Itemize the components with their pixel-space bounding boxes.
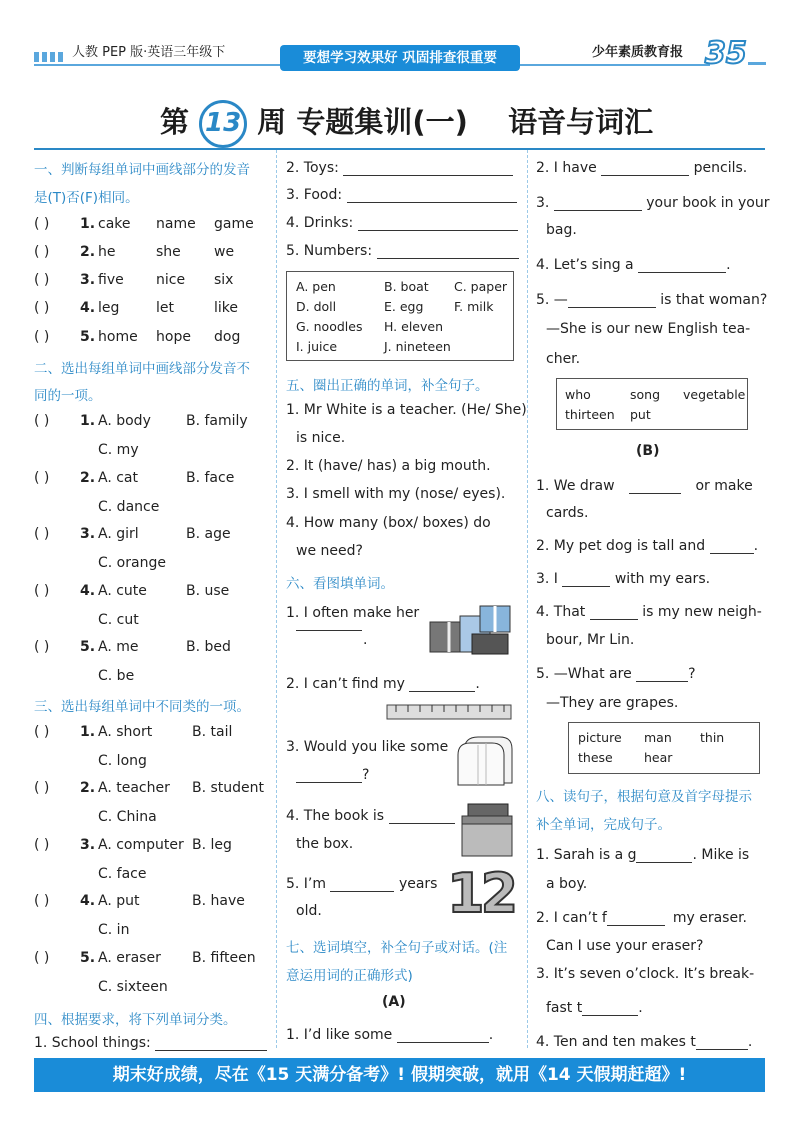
item-number: 3. — [80, 272, 96, 288]
answer-blank[interactable] — [296, 782, 362, 783]
word-bank-item: E. egg — [384, 299, 424, 314]
header-rule-end — [748, 62, 766, 65]
answer-paren[interactable]: ( ) — [34, 272, 50, 288]
answer-blank[interactable] — [358, 230, 518, 231]
s7b-item-3: 3. I with my ears. — [536, 571, 711, 587]
option-a: A. me — [98, 639, 139, 655]
word-bank-item: I. juice — [296, 339, 338, 354]
item-number: 2. — [80, 470, 96, 486]
option-a: A. computer — [98, 837, 184, 853]
option-b: B. leg — [192, 837, 232, 853]
answer-paren[interactable]: ( ) — [34, 300, 50, 316]
option-c: C. sixteen — [98, 979, 168, 995]
s7a-item-2: 2. I have pencils. — [536, 160, 748, 176]
section-6-heading: 六、看图填单词。 — [286, 576, 394, 592]
answer-blank[interactable] — [409, 691, 475, 692]
s8-item-1-cont: a boy. — [546, 876, 588, 892]
answer-blank[interactable] — [347, 202, 517, 203]
category-label: 5. Numbers: — [286, 243, 373, 259]
option-b: B. have — [192, 893, 245, 909]
book-in-box-icon — [460, 800, 518, 858]
answer-blank[interactable] — [562, 586, 610, 587]
answer-paren[interactable]: ( ) — [34, 329, 50, 345]
s7a-item-3-cont: bag. — [546, 222, 577, 238]
s5-item-3: 3. I smell with my (nose/ eyes). — [286, 486, 506, 502]
s6-item-2: 2. I can’t find my . — [286, 676, 480, 692]
answer-blank[interactable] — [590, 619, 638, 620]
column-divider-2 — [527, 150, 528, 1048]
s8-item-3: 3. It’s seven o’clock. It’s break- — [536, 966, 755, 982]
option-a: A. girl — [98, 526, 139, 542]
answer-blank[interactable] — [601, 175, 689, 176]
answer-paren[interactable]: ( ) — [34, 244, 50, 260]
s7a-item-5: 5. — is that woman? — [536, 292, 768, 308]
option-a: A. put — [98, 893, 140, 909]
answer-blank[interactable] — [629, 493, 681, 494]
word-3: we — [214, 244, 235, 260]
word-3: like — [214, 300, 239, 316]
s5-item-1-cont: is nice. — [296, 430, 346, 446]
word-1: five — [98, 272, 124, 288]
s5-item-4-cont: we need? — [296, 543, 363, 559]
word-1: cake — [98, 216, 131, 232]
option-c: C. face — [98, 866, 147, 882]
item-number: 5. — [80, 329, 96, 345]
paper-name: 少年素质教育报 — [592, 45, 684, 60]
category-3 — [286, 187, 517, 203]
item-number: 4. — [80, 300, 96, 316]
title-prefix: 第 — [160, 105, 190, 139]
s7a-item-5-end: cher. — [546, 351, 581, 367]
word-bank-item: D. doll — [296, 299, 337, 314]
s7b-item-1-cont: cards. — [546, 505, 589, 521]
gift-boxes-icon — [424, 598, 516, 660]
option-b: B. student — [192, 780, 265, 796]
s6-item-3-cont: ? — [296, 767, 369, 783]
word-bank-item: C. paper — [454, 279, 508, 294]
option-b: B. age — [186, 526, 231, 542]
header-rule-left — [34, 64, 280, 66]
answer-paren[interactable]: ( ) — [34, 413, 50, 429]
item-number: 3. — [80, 837, 96, 853]
item-number: 1. — [80, 216, 96, 232]
page-title — [160, 100, 653, 148]
option-a: A. short — [98, 724, 153, 740]
word-bank-item: F. milk — [454, 299, 494, 314]
section-5-heading: 五、圈出正确的单词，补全句子。 — [286, 378, 489, 394]
word-bank-a — [556, 378, 748, 430]
option-a: A. body — [98, 413, 151, 429]
category-label: 2. Toys: — [286, 160, 339, 176]
option-c: C. cut — [98, 612, 139, 628]
word-bank-item: vegetable — [683, 387, 746, 402]
option-c: C. in — [98, 922, 130, 938]
option-c: C. China — [98, 809, 157, 825]
answer-blank[interactable] — [343, 175, 513, 176]
category-2 — [286, 160, 513, 176]
answer-blank[interactable] — [696, 1049, 748, 1050]
answer-blank[interactable] — [377, 258, 519, 259]
option-b: B. use — [186, 583, 230, 599]
option-c: C. orange — [98, 555, 166, 571]
word-bank-item: who — [565, 387, 591, 402]
s7a-item-4: 4. Let’s sing a . — [536, 257, 731, 273]
s6-item-4-cont: the box. — [296, 836, 354, 852]
answer-blank[interactable] — [582, 1015, 638, 1016]
s7b-item-5-cont: —They are grapes. — [546, 695, 679, 711]
option-b: B. tail — [192, 724, 233, 740]
answer-paren[interactable]: ( ) — [34, 216, 50, 232]
word-bank-item: J. nineteen — [384, 339, 451, 354]
option-b: B. face — [186, 470, 235, 486]
word-2: nice — [156, 272, 186, 288]
item-number: 3. — [80, 526, 96, 542]
title-rule — [34, 148, 765, 150]
category-label: 1. School things: — [34, 1035, 151, 1051]
word-2: she — [156, 244, 181, 260]
s8-item-2: 2. I can’t f my eraser. — [536, 910, 748, 926]
title-topic: 语音与词汇 — [508, 105, 654, 139]
option-b: B. bed — [186, 639, 231, 655]
word-bank-item: man — [644, 730, 672, 745]
item-number: 1. — [80, 413, 96, 429]
option-b: B. family — [186, 413, 248, 429]
category-label: 4. Drinks: — [286, 215, 354, 231]
word-3: dog — [214, 329, 241, 345]
s7b-item-2: 2. My pet dog is tall and . — [536, 538, 759, 554]
answer-blank[interactable] — [636, 862, 692, 863]
option-a: A. cute — [98, 583, 147, 599]
s7b-item-1: 1. We draw or make — [536, 478, 753, 494]
item-number: 1. — [80, 724, 96, 740]
word-1: leg — [98, 300, 120, 316]
option-a: A. cat — [98, 470, 138, 486]
word-1: he — [98, 244, 116, 260]
s6-item-4: 4. The book is — [286, 808, 455, 824]
word-bank-item: H. eleven — [384, 319, 443, 334]
section-3-heading: 三、选出每组单词中不同类的一项。 — [34, 699, 250, 715]
s7a-item-5-cont: —She is our new English tea- — [546, 321, 751, 337]
number-twelve-picture: 12 — [447, 862, 515, 925]
answer-paren[interactable]: ( ) — [34, 893, 50, 909]
section-2-heading: 二、选出每组单词中画线部分发音不 — [34, 361, 250, 377]
s6-item-1-end: . — [363, 632, 368, 648]
answer-paren[interactable]: ( ) — [34, 724, 50, 740]
header-rule-right — [520, 64, 710, 66]
answer-paren[interactable]: ( ) — [34, 583, 50, 599]
category-label: 3. Food: — [286, 187, 343, 203]
header-banner: 要想学习效果好 巩固排查很重要 — [280, 45, 520, 71]
word-bank-item: B. boat — [384, 279, 429, 294]
option-a: A. teacher — [98, 780, 170, 796]
title-suffix: 周 专题集训(一) — [257, 105, 468, 139]
word-bank-item: song — [630, 387, 661, 402]
word-bank-item: put — [630, 407, 651, 422]
week-number: 13 — [205, 108, 242, 138]
word-2: name — [156, 216, 196, 232]
section-8-heading-2: 补全单词，完成句子。 — [536, 817, 671, 833]
section-7-heading-2: 意运用词的正确形式) — [286, 968, 413, 984]
item-number: 2. — [80, 780, 96, 796]
footer-banner: 期末好成绩，尽在《15 天满分备考》! 假期突破，就用《14 天假期赶超》! — [34, 1058, 765, 1092]
answer-paren[interactable]: ( ) — [34, 639, 50, 655]
week-badge — [199, 100, 247, 148]
word-bank-item: thin — [700, 730, 725, 745]
answer-blank[interactable] — [636, 681, 688, 682]
part-a-label: (A) — [382, 994, 406, 1010]
answer-blank[interactable] — [638, 272, 726, 273]
answer-blank[interactable] — [389, 823, 455, 824]
item-number: 2. — [80, 244, 96, 260]
answer-blank[interactable] — [155, 1050, 267, 1051]
item-number: 5. — [80, 639, 96, 655]
answer-blank[interactable] — [554, 210, 642, 211]
category-1 — [34, 1035, 267, 1051]
word-bank-item: G. noodles — [296, 319, 363, 334]
s7a-item-1: 1. I’d like some . — [286, 1027, 494, 1043]
word-bank-item: these — [578, 750, 613, 765]
option-c: C. dance — [98, 499, 160, 515]
answer-blank[interactable] — [607, 925, 665, 926]
word-bank-item: hear — [644, 750, 673, 765]
s7b-item-4: 4. That is my new neigh- — [536, 604, 762, 620]
word-bank-item: A. pen — [296, 279, 336, 294]
section-1-heading: 一、判断每组单词中画线部分的发音 — [34, 162, 250, 178]
s5-item-4: 4. How many (box/ boxes) do — [286, 515, 491, 531]
ruler-icon — [386, 704, 512, 720]
s5-item-2: 2. It (have/ has) a big mouth. — [286, 458, 491, 474]
answer-paren[interactable]: ( ) — [34, 470, 50, 486]
s6-item-5-cont: old. — [296, 903, 322, 919]
s8-item-1: 1. Sarah is a g . Mike is — [536, 847, 750, 863]
answer-blank[interactable] — [330, 891, 394, 892]
word-bank-item: thirteen — [565, 407, 615, 422]
section-2-heading-2: 同的一项。 — [34, 388, 102, 404]
edition-label: 人教 PEP 版·英语三年级下 — [72, 45, 226, 60]
answer-paren[interactable]: ( ) — [34, 526, 50, 542]
option-c: C. long — [98, 753, 147, 769]
option-a: A. eraser — [98, 950, 161, 966]
s7b-item-4-cont: bour, Mr Lin. — [546, 632, 635, 648]
item-number: 5. — [80, 950, 96, 966]
word-3: game — [214, 216, 254, 232]
section-7-heading: 七、选词填空，补全句子或对话。(注 — [286, 940, 508, 956]
answer-paren[interactable]: ( ) — [34, 837, 50, 853]
s8-item-4: 4. Ten and ten makes t . — [536, 1034, 753, 1050]
answer-blank[interactable] — [710, 553, 754, 554]
word-1: home — [98, 329, 138, 345]
word-bank-item: picture — [578, 730, 622, 745]
s7b-item-5: 5. —What are ? — [536, 666, 696, 682]
column-divider-1 — [276, 150, 277, 1048]
answer-blank[interactable] — [568, 307, 656, 308]
s8-item-3-cont: fast t . — [546, 1000, 643, 1016]
item-number: 4. — [80, 893, 96, 909]
word-2: let — [156, 300, 174, 316]
option-b: B. fifteen — [192, 950, 256, 966]
section-4-heading: 四、根据要求，将下列单词分类。 — [34, 1012, 237, 1028]
item-number: 4. — [80, 583, 96, 599]
category-4 — [286, 215, 518, 231]
s6-item-1: 1. I often make her — [286, 605, 420, 621]
answer-paren[interactable]: ( ) — [34, 780, 50, 796]
part-b-label: (B) — [636, 443, 660, 459]
s5-item-1: 1. Mr White is a teacher. (He/ She) — [286, 402, 527, 418]
option-c: C. be — [98, 668, 135, 684]
answer-blank[interactable] — [296, 630, 362, 631]
s7a-item-3: 3. your book in your — [536, 195, 770, 211]
word-3: six — [214, 272, 234, 288]
category-5 — [286, 243, 519, 259]
word-2: hope — [156, 329, 191, 345]
section-8-heading: 八、读句子，根据句意及首字母提示 — [536, 789, 752, 805]
page-number: 35 — [705, 36, 747, 71]
answer-paren[interactable]: ( ) — [34, 950, 50, 966]
bread-icon — [456, 733, 514, 787]
s6-item-5: 5. I’m years — [286, 876, 438, 892]
section-1-heading-2: 是(T)否(F)相同。 — [34, 190, 139, 206]
s6-item-3: 3. Would you like some — [286, 739, 449, 755]
s8-item-2-cont: Can I use your eraser? — [546, 938, 704, 954]
option-c: C. my — [98, 442, 139, 458]
answer-blank[interactable] — [397, 1042, 489, 1043]
